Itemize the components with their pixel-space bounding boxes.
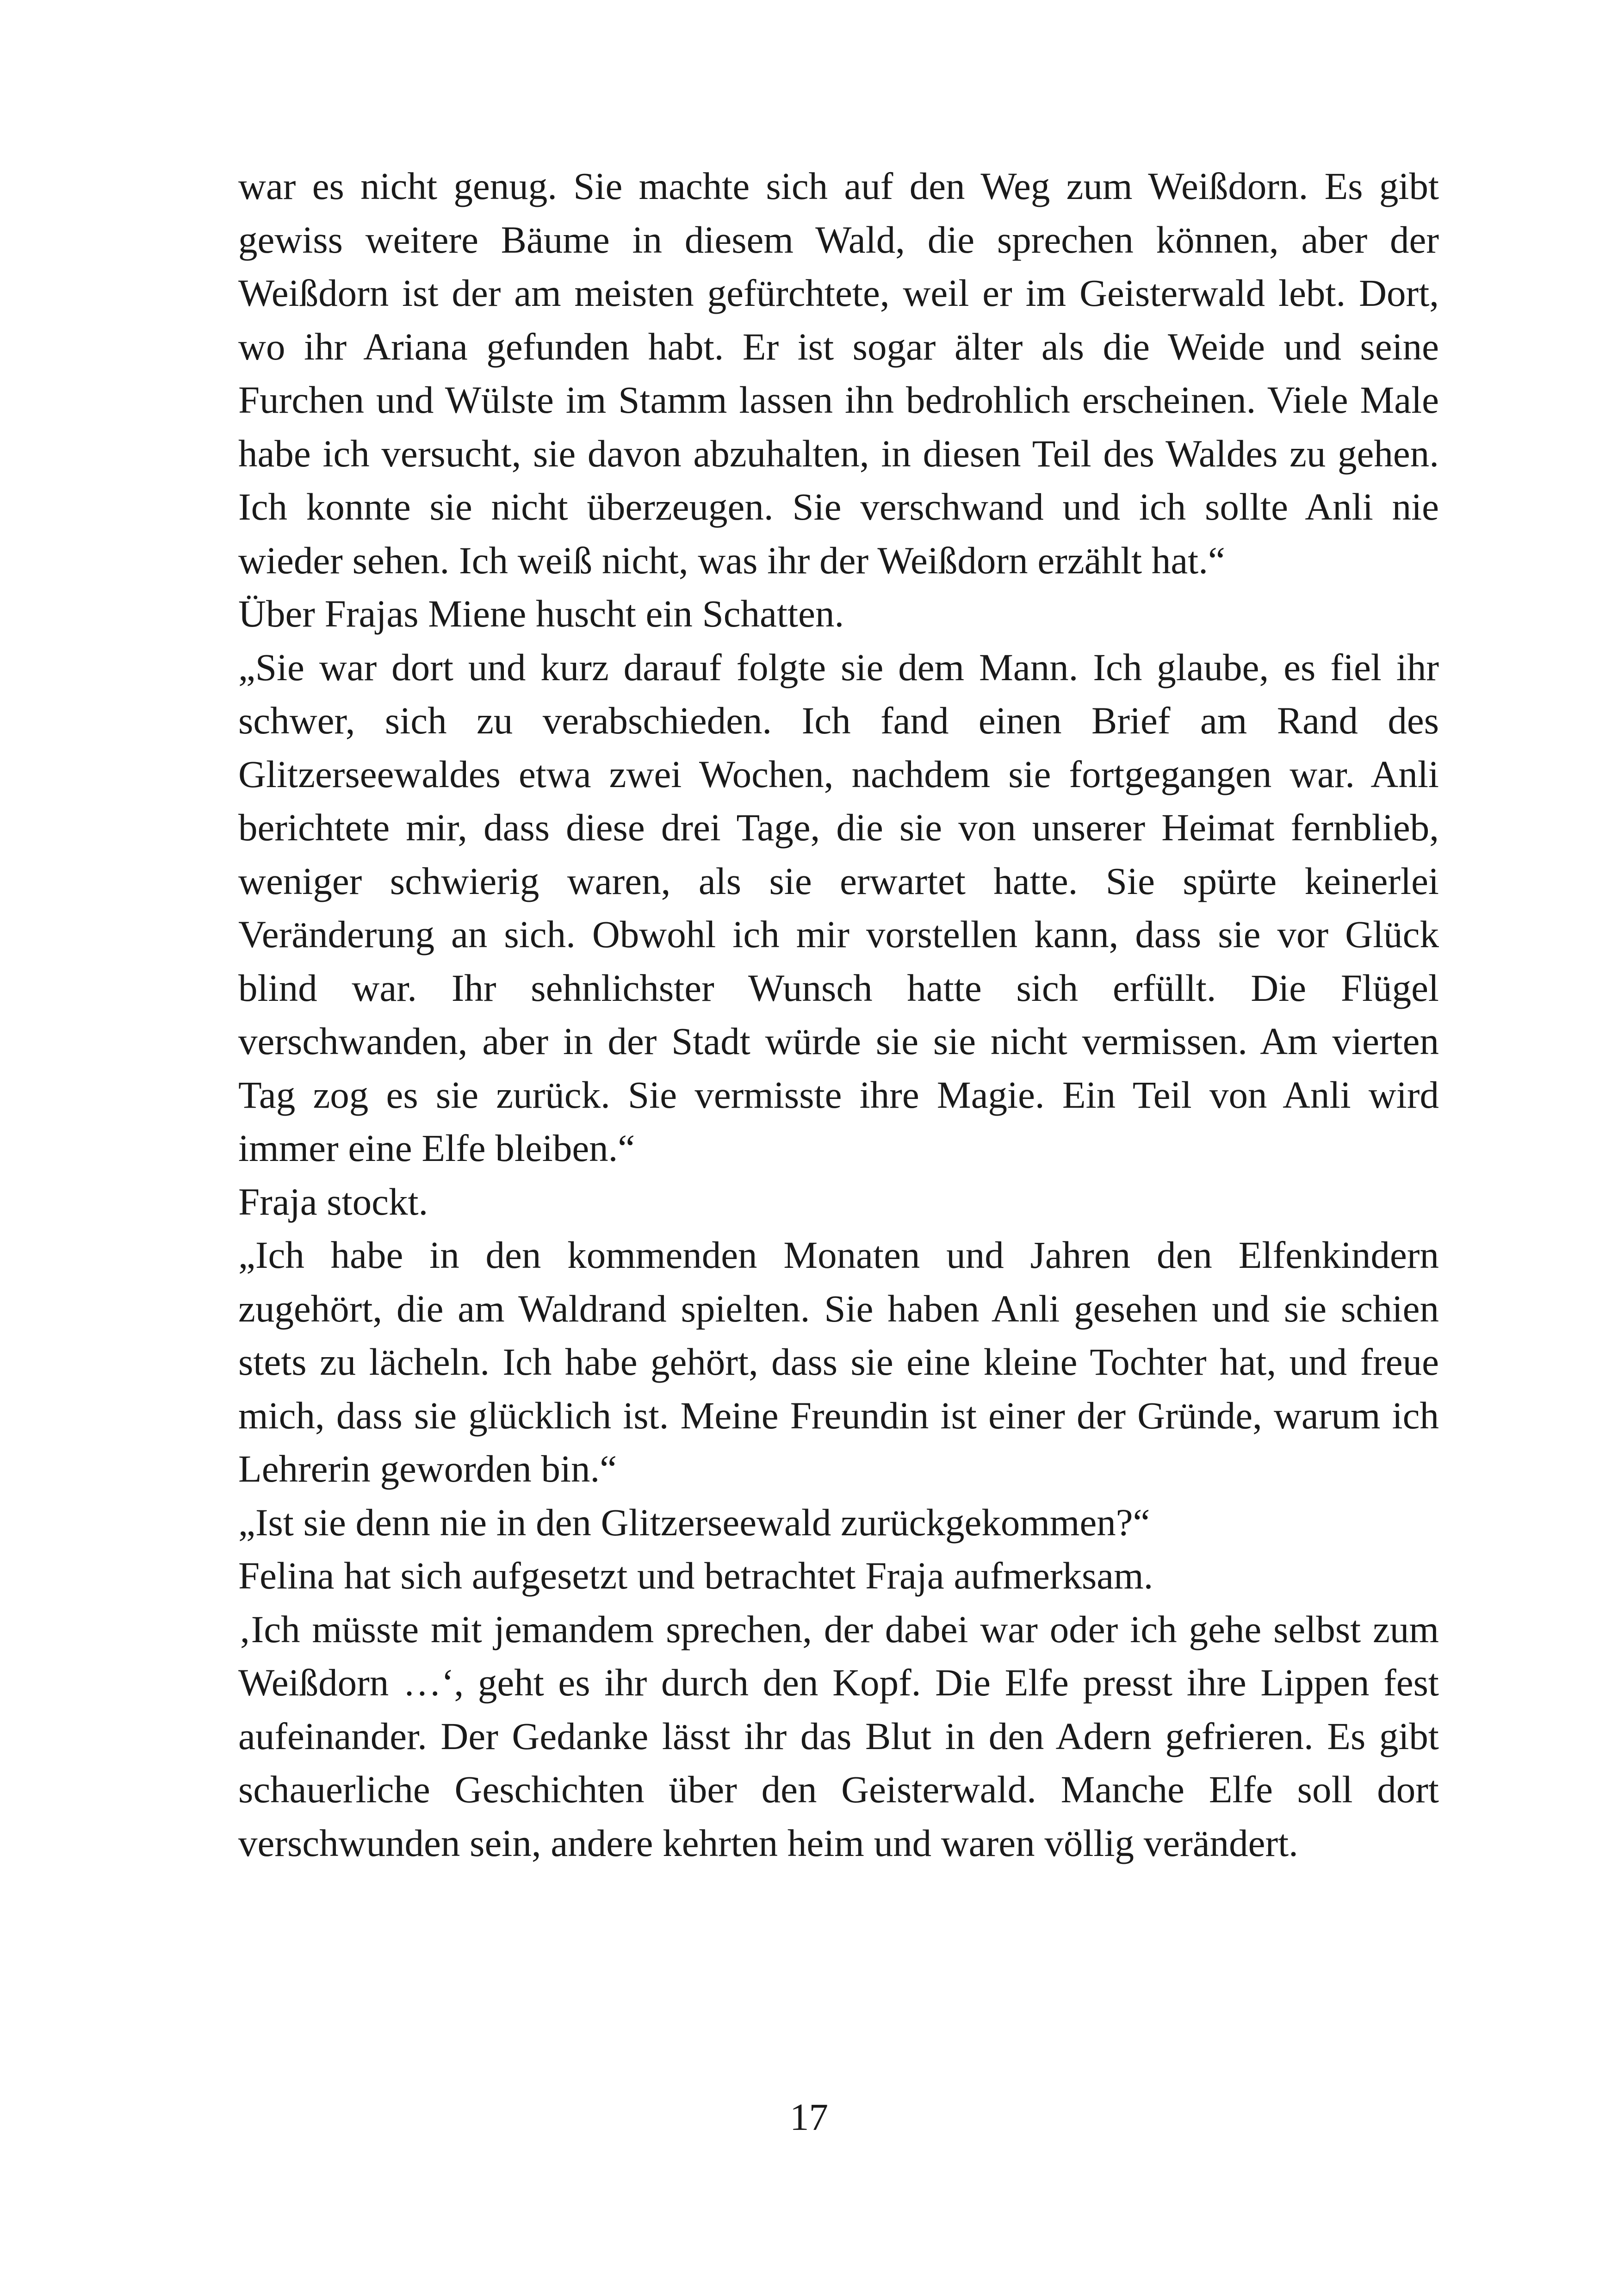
body-text bbox=[238, 160, 1439, 1870]
paragraph: „Sie war dort und kurz darauf folgte sie dem Mann. Ich glaube, es fiel ihr schwer, sich zu verabschieden. Ich fand einen Brief am Rand des Glitzerseewaldes etwa zwei Wochen, nachdem sie fortgegangen war. Anli berichtete mir, dass diese drei Tage, die sie von unserer Heimat fernblieb, weniger schwierig waren, als sie erwartet hatte. Sie spürte keinerlei Veränderung an sich. Obwohl ich mir vorstellen kann, dass sie vor Glück blind war. Ihr sehnlichster Wunsch hatte sich erfüllt. Die Flügel verschwanden, aber in der Stadt würde sie sie nicht vermissen. Am vierten Tag zog es sie zurück. Sie vermisste ihre Magie. Ein Teil von Anli wird immer eine Elfe bleiben.“ bbox=[238, 645, 1439, 1169]
paragraph: Fraja stockt. bbox=[238, 1180, 428, 1223]
paragraph: Felina hat sich aufgesetzt und betrachtet Fraja aufmerksam. bbox=[238, 1554, 1153, 1597]
paragraph: „Ich habe in den kommenden Monaten und Jahren den Elfenkindern zugehört, die am Waldrand spielten. Sie haben Anli gesehen und sie schien stets zu lächeln. Ich habe gehört, dass sie eine kleine Tochter hat, und freue mich, dass sie glücklich ist. Meine Freundin ist einer der Gründe, warum ich Lehrerin geworden bin.“ bbox=[238, 1234, 1439, 1490]
paragraph: war es nicht genug. Sie machte sich auf den Weg zum Weißdorn. Es gibt gewiss weitere Bäume in diesem Wald, die sprechen können, aber der Weißdorn ist der am meisten gefürchtete, weil er im Geisterwald lebt. Dort, wo ihr Ariana gefunden habt. Er ist sogar älter als die Weide und seine Furchen und Wülste im Stamm lassen ihn bedrohlich erscheinen. Viele Male habe ich versucht, sie davon abzuhalten, in diesen Teil des Waldes zu gehen. Ich konnte sie nicht überzeugen. Sie verschwand und ich sollte Anli nie wieder sehen. Ich weiß nicht, was ihr der Weißdorn erzählt hat.“ bbox=[238, 165, 1439, 582]
paragraph: Über Frajas Miene huscht ein Schatten. bbox=[238, 592, 844, 635]
page-number: 17 bbox=[790, 2096, 828, 2138]
paragraph: ‚Ich müsste mit jemandem sprechen, der dabei war oder ich gehe selbst zum Weißdorn …‘, geht es ihr durch den Kopf. Die Elfe presst ihre Lippen fest aufeinander. Der Gedanke lässt ihr das Blut in den Adern gefrieren. Es gibt schauerliche Geschichten über den Geisterwald. Manche Elfe soll dort verschwunden sein, andere kehrten heim und waren völlig verändert. bbox=[238, 1607, 1439, 1864]
paragraph: „Ist sie denn nie in den Glitzerseewald zurückgekommen?“ bbox=[238, 1501, 1150, 1544]
